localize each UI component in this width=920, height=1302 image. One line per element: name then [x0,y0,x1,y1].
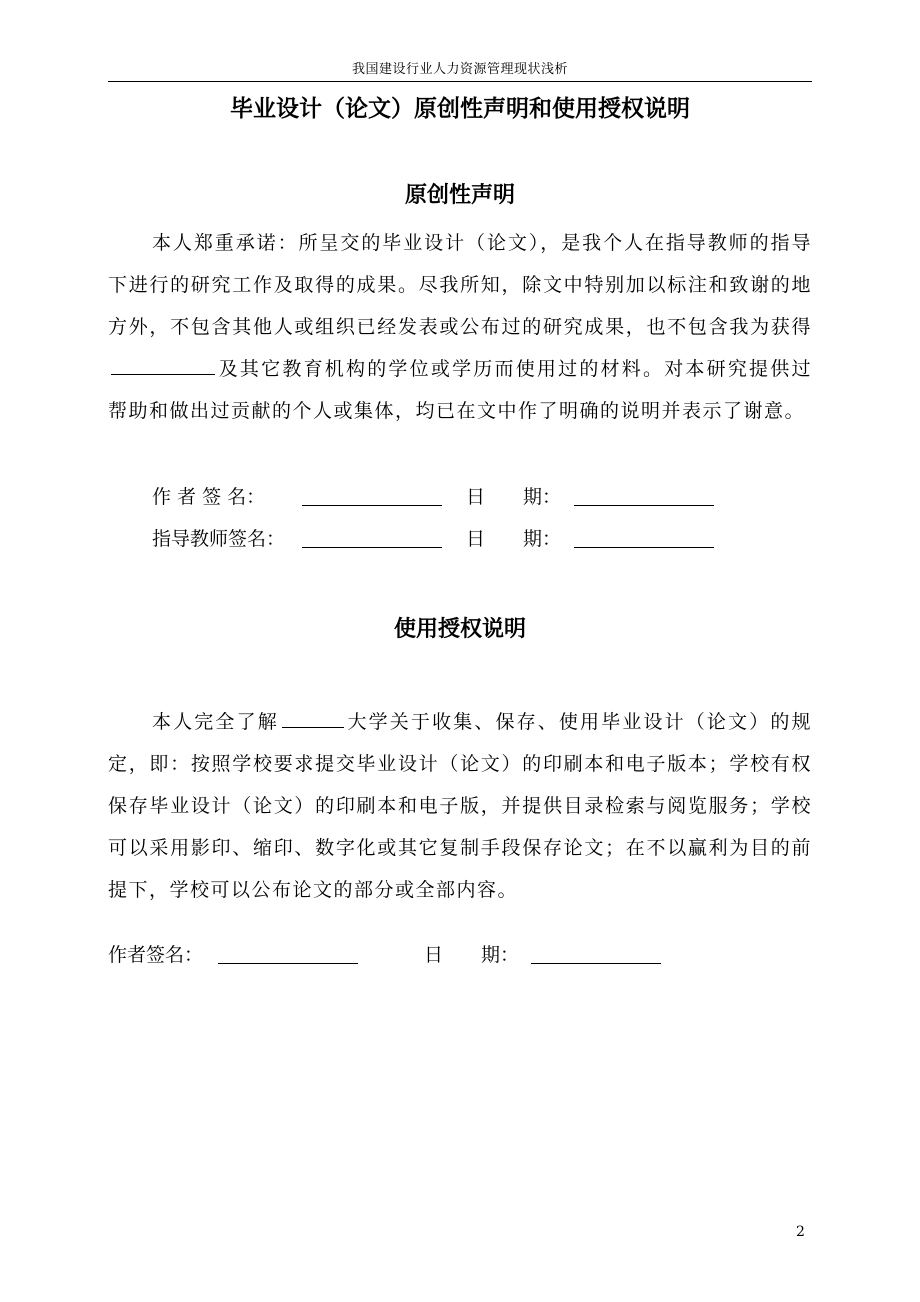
advisor-signature-row [152,524,732,554]
author-date-line[interactable] [574,505,714,506]
authorization-paragraph [108,701,812,911]
author-date-label: 日 期： [466,486,562,508]
running-header: 我国建设行业人力资源管理现状浅析 [351,62,568,77]
authorization-section-title: 使用授权说明 [393,617,526,642]
advisor-signature-line[interactable] [302,547,442,548]
page-number: 2 [796,1224,805,1240]
author-signature-line[interactable] [302,505,442,506]
document-title: 毕业设计（论文）原创性声明和使用授权说明 [230,96,690,122]
header-rule [108,81,812,82]
originality-paragraph-text-2: 及其它教育机构的学位或学历而使用过的材料。对本研究提供过帮助和做出过贡献的个人或集体，均已在文中作了明确的说明并表示了谢意。 [108,358,812,422]
authorization-author-label: 作者签名： [108,944,204,966]
originality-section-title: 原创性声明 [404,183,515,208]
authorization-signature-line[interactable] [218,963,358,964]
originality-paragraph-text-1: 本人郑重承诺：所呈交的毕业设计（论文），是我个人在指导教师的指导下进行的研究工作及取得的成果。尽我所知，除文中特别加以标注和致谢的地方外，不包含其他人或组织已经发表或公布过的研究成果，也不包含我为获得 [108,232,812,338]
author-signature-label: 作 者 签 名： [152,486,266,508]
advisor-date-line[interactable] [574,547,714,548]
authorization-signature-row [108,940,668,970]
university-blank [282,708,344,728]
authorization-paragraph-text-2: 大学关于收集、保存、使用毕业设计（论文）的规定，即：按照学校要求提交毕业设计（论文）的印刷本和电子版本；学校有权保存毕业设计（论文）的印刷本和电子版，并提供目录检索与阅览服务；学校可以采用影印、缩印、数字化或其它复制手段保存论文；在不以赢利为目的前提下，学校可以公布论文的部分或全部内容。 [108,711,812,901]
authorization-date-line[interactable] [531,963,661,964]
originality-paragraph [108,222,812,432]
advisor-date-label: 日 期： [466,528,562,550]
author-signature-row [152,482,732,512]
advisor-signature-label: 指导教师签名： [152,528,286,550]
authorization-paragraph-text-1: 本人完全了解 [152,711,279,733]
institution-blank [111,355,215,375]
authorization-date-label: 日 期： [424,944,520,966]
